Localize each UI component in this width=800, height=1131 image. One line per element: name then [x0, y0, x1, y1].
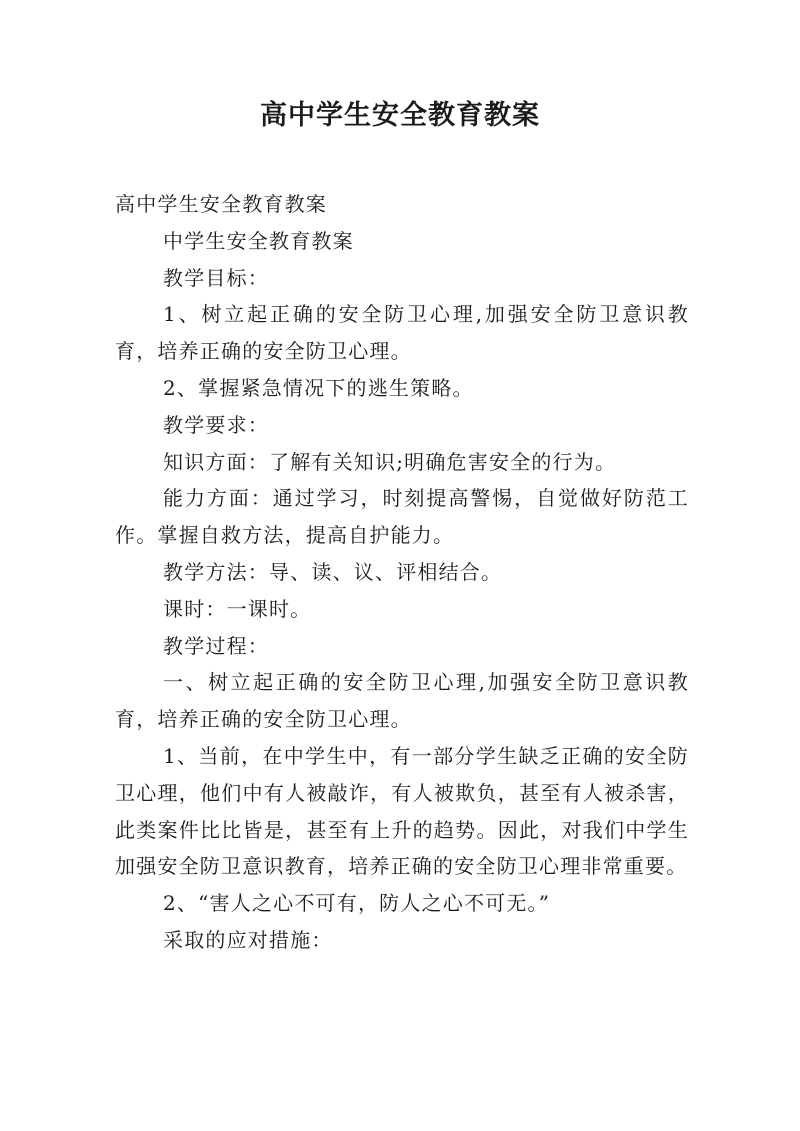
paragraph-goal-2: 2、掌握紧急情况下的逃生策略。 — [163, 375, 474, 400]
paragraph-subtitle: 高中学生安全教育教案 — [115, 192, 327, 216]
paragraph-ability-requirement: 能力方面：通过学习，时刻提高警惕，自觉做好防范工作。掌握自救方法，提高自护能力。 — [115, 486, 689, 548]
paragraph-lesson-name: 中学生安全教育教案 — [163, 228, 354, 253]
paragraph-section-1-point-2: 2、“害人之心不可有，防人之心不可无。” — [163, 891, 551, 916]
paragraph-requirements-heading: 教学要求： — [163, 412, 269, 437]
document-body — [115, 186, 689, 959]
paragraph-measures-heading: 采取的应对措施： — [163, 927, 333, 952]
paragraph-section-1: 一、树立起正确的安全防卫心理,加强安全防卫意识教育，培养正确的安全防卫心理。 — [115, 670, 689, 732]
paragraph-teaching-method: 教学方法：导、读、议、评相结合。 — [163, 559, 503, 584]
paragraph-goal-1: 1、树立起正确的安全防卫心理,加强安全防卫意识教育，培养正确的安全防卫心理。 — [115, 302, 689, 364]
paragraph-section-1-point-1: 1、当前，在中学生中，有一部分学生缺乏正确的安全防卫心理，他们中有人被敲诈，有人被欺负，甚至有人被杀害，此类案件比比皆是，甚至有上升的趋势。因此，对我们中学生加强安全防卫意识教育，培养正确的安全防卫心理非常重要。 — [115, 743, 689, 879]
document-title: 高中学生安全教育教案 — [260, 100, 540, 131]
paragraph-knowledge-requirement: 知识方面：了解有关知识;明确危害安全的行为。 — [163, 449, 617, 474]
paragraph-process-heading: 教学过程： — [163, 633, 269, 658]
paragraph-class-hours: 课时：一课时。 — [163, 596, 312, 621]
paragraph-goals-heading: 教学目标： — [163, 265, 269, 290]
